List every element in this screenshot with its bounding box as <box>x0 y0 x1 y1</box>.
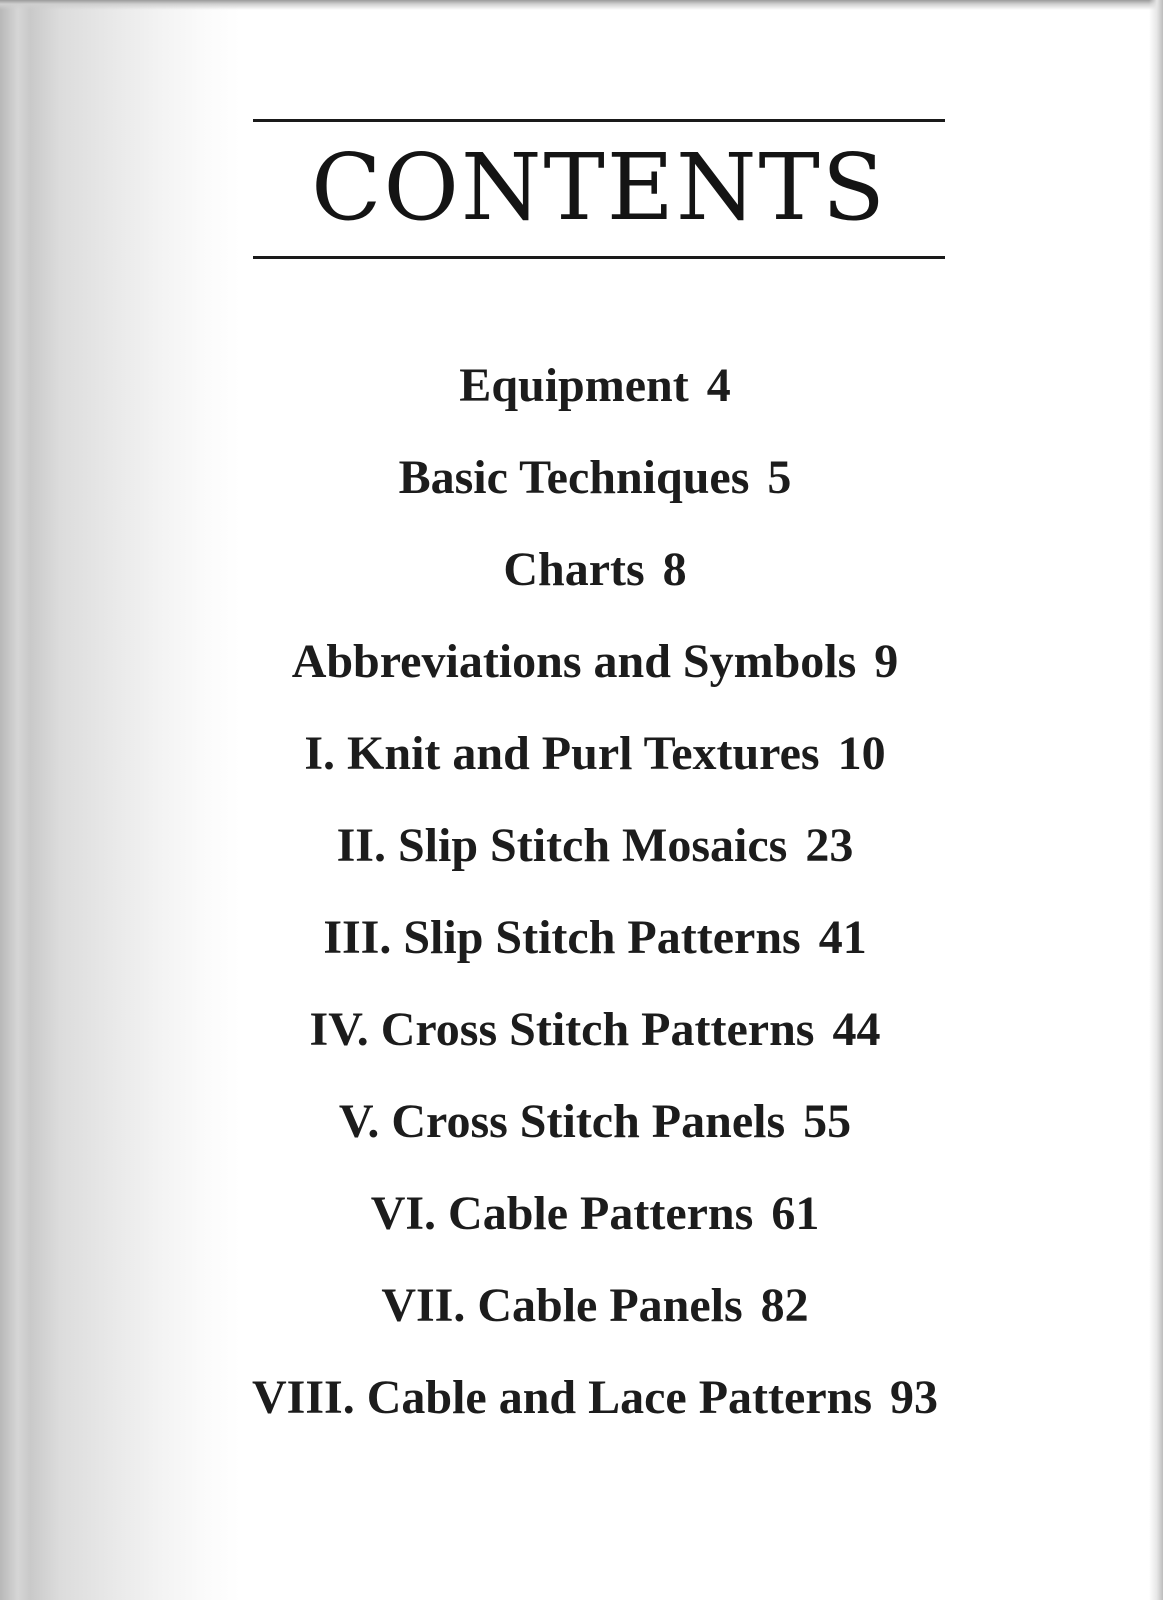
toc-entry-page: 5 <box>767 451 792 504</box>
page-top-edge <box>0 0 1163 10</box>
toc-entry-label: I. Knit and Purl Textures <box>304 727 820 780</box>
toc-entry <box>160 1076 1030 1168</box>
toc-entry-label: IV. Cross Stitch Patterns <box>309 1003 815 1056</box>
toc-entry <box>160 432 1030 524</box>
toc-entry-page: 9 <box>874 635 899 688</box>
toc-entry-label: II. Slip Stitch Mosaics <box>336 819 788 872</box>
toc-entry-label: Abbreviations and Symbols <box>291 635 857 688</box>
toc-entry-label: VI. Cable Patterns <box>370 1187 754 1240</box>
page-title: CONTENTS <box>311 134 887 241</box>
toc-entry <box>160 1260 1030 1352</box>
toc-entry-page: 41 <box>818 911 867 964</box>
toc-entry <box>160 984 1030 1076</box>
toc-entry <box>160 1168 1030 1260</box>
page-right-edge <box>1149 0 1163 1600</box>
toc-entry-label: Charts <box>503 543 645 596</box>
toc-entry-label: Basic Techniques <box>398 451 750 504</box>
toc-entry-label: Equipment <box>459 359 689 412</box>
title-bottom-rule <box>253 256 945 259</box>
toc-entry-page: 10 <box>837 727 886 780</box>
toc-entry-label: VII. Cable Panels <box>381 1279 743 1332</box>
toc-entry-page: 55 <box>803 1095 852 1148</box>
table-of-contents <box>160 340 1030 1444</box>
toc-entry-page: 23 <box>805 819 854 872</box>
toc-entry <box>160 1352 1030 1444</box>
toc-entry-page: 8 <box>662 543 687 596</box>
toc-entry <box>160 708 1030 800</box>
toc-entry <box>160 616 1030 708</box>
toc-entry-page: 82 <box>760 1279 809 1332</box>
toc-entry <box>160 340 1030 432</box>
toc-entry-page: 44 <box>832 1003 881 1056</box>
toc-entry-page: 4 <box>706 359 731 412</box>
toc-entry-label: VIII. Cable and Lace Patterns <box>252 1371 872 1424</box>
toc-entry-label: III. Slip Stitch Patterns <box>323 911 801 964</box>
toc-entry-page: 93 <box>890 1371 938 1424</box>
title-top-rule <box>253 119 945 122</box>
toc-entry-label: V. Cross Stitch Panels <box>338 1095 786 1148</box>
toc-entry <box>160 892 1030 984</box>
toc-entry <box>160 800 1030 892</box>
toc-entry-page: 61 <box>771 1187 820 1240</box>
toc-entry <box>160 524 1030 616</box>
